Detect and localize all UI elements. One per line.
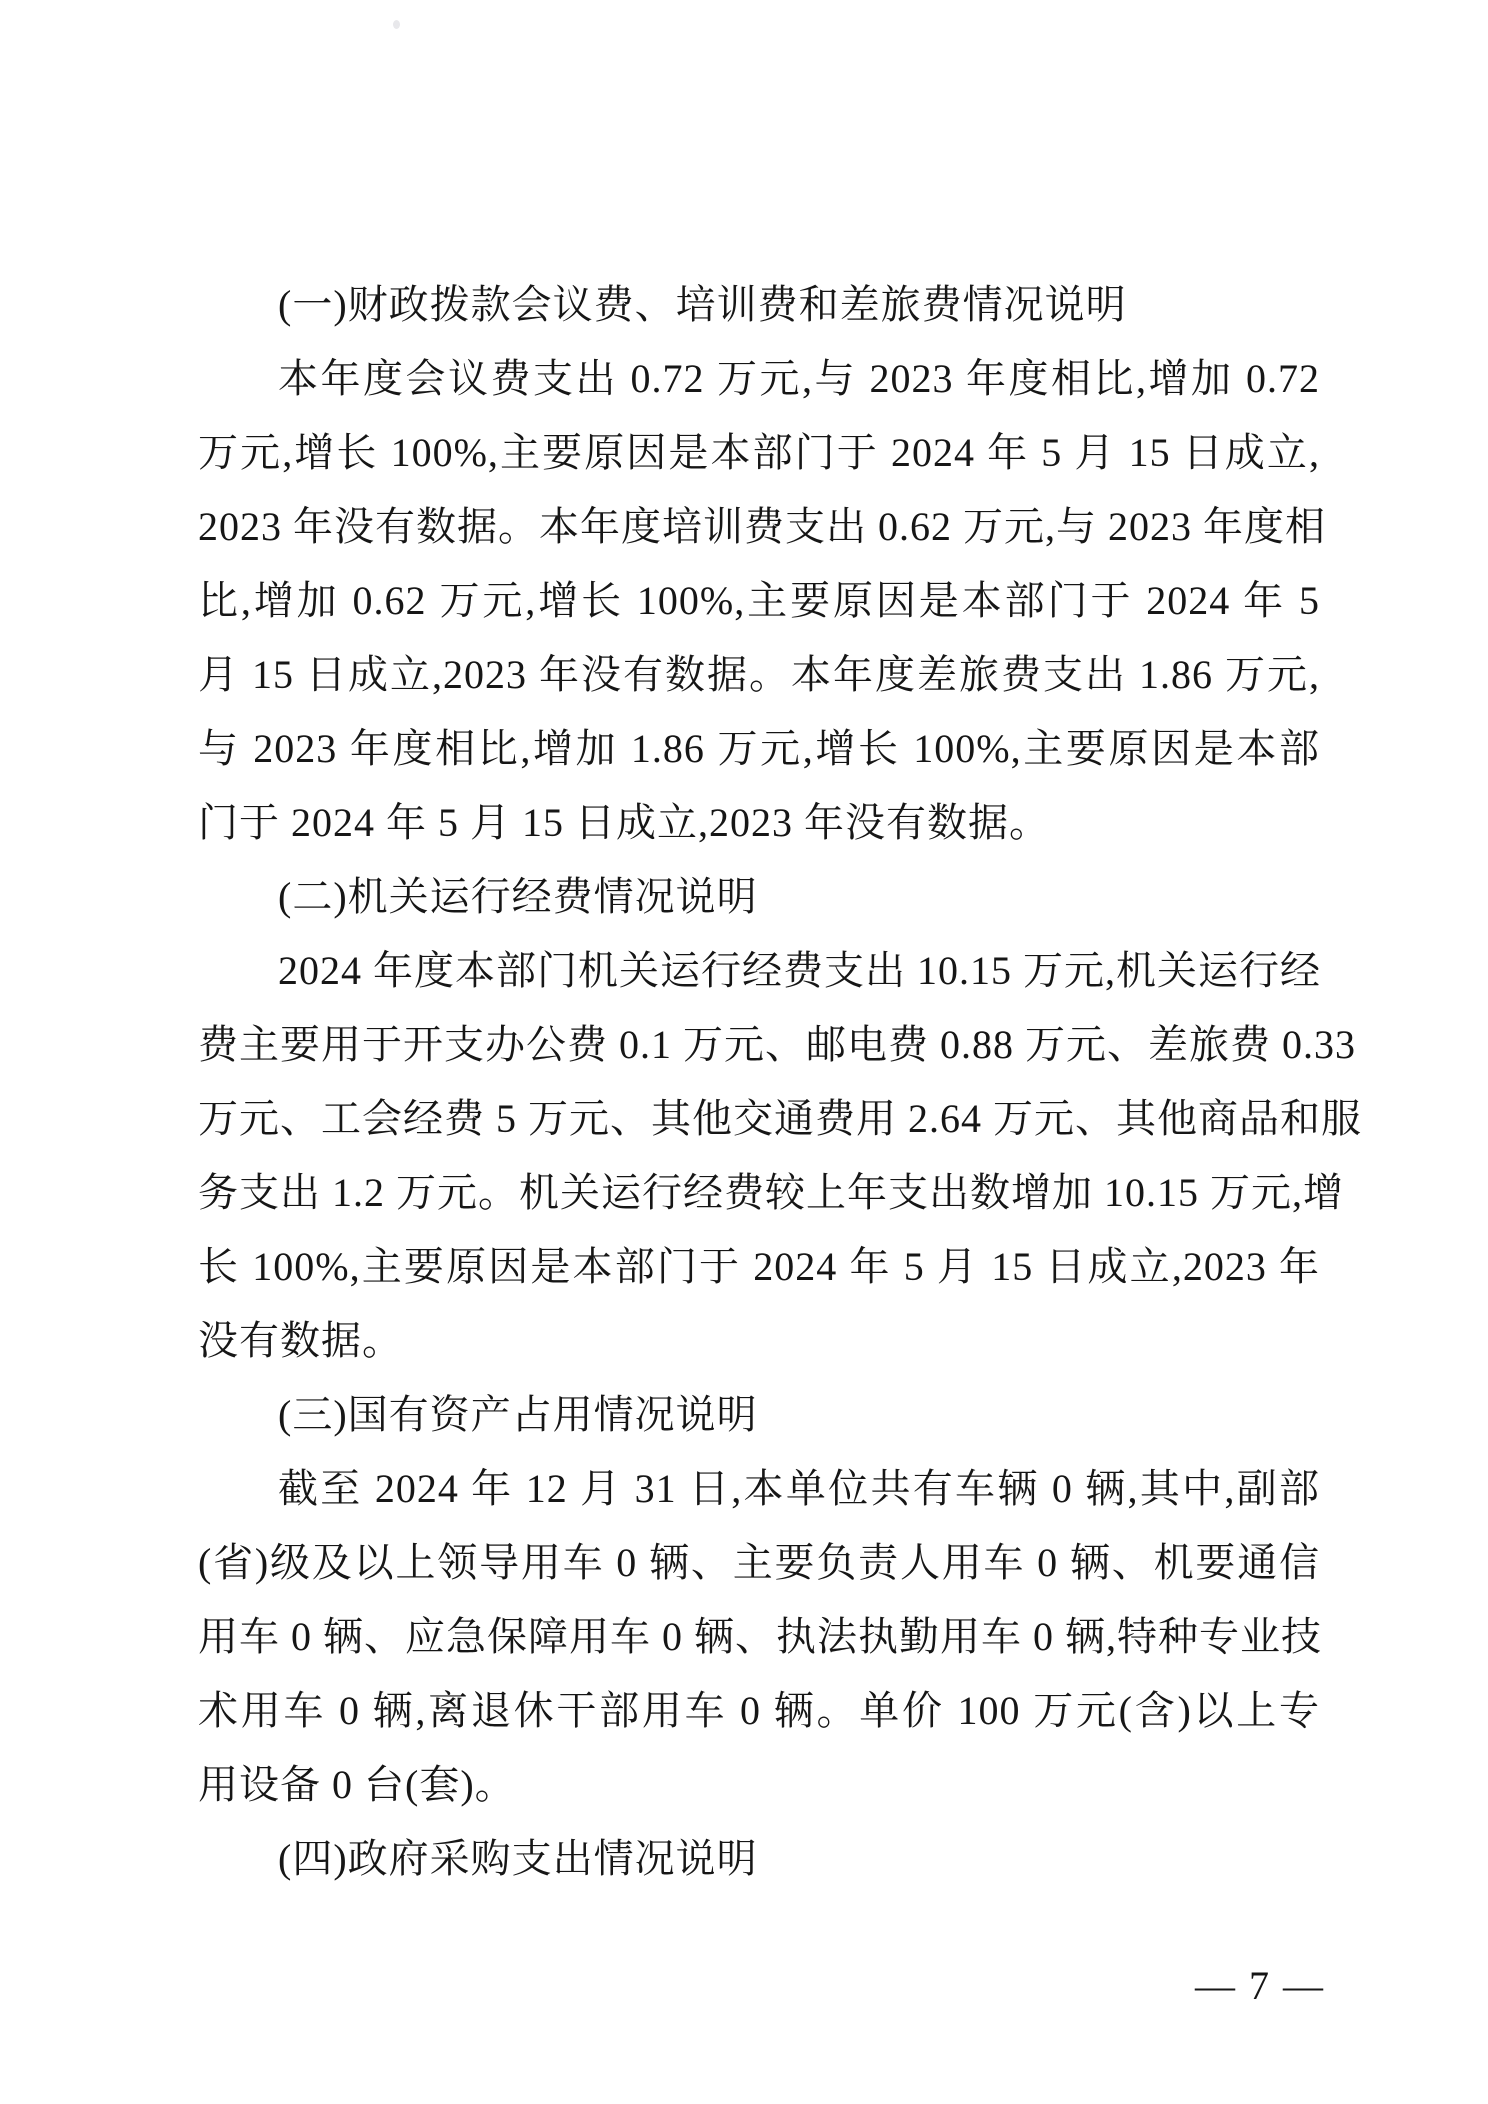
text-line: 长 100%,主要原因是本部门于 2024 年 5 月 15 日成立,2023 年 (198, 1244, 1320, 1289)
text-line: 用车 0 辆、应急保障用车 0 辆、执法执勤用车 0 辆,特种专业技 (198, 1614, 1322, 1659)
page-number: — 7 — (1195, 1963, 1325, 2008)
text-line: 没有数据。 (198, 1318, 403, 1363)
text-line: (省)级及以上领导用车 0 辆、主要负责人用车 0 辆、机要通信 (198, 1540, 1320, 1585)
text-line: 用设备 0 台(套)。 (198, 1762, 516, 1807)
text-line: 比,增加 0.62 万元,增长 100%,主要原因是本部门于 2024 年 5 (198, 578, 1320, 623)
text-line: 万元,增长 100%,主要原因是本部门于 2024 年 5 月 15 日成立, (198, 430, 1320, 475)
section-heading-2: (二)机关运行经费情况说明 (278, 874, 758, 919)
text-line: 月 15 日成立,2023 年没有数据。本年度差旅费支出 1.86 万元, (198, 652, 1320, 697)
text-line: 本年度会议费支出 0.72 万元,与 2023 年度相比,增加 0.72 (278, 356, 1320, 401)
text-line: 2023 年没有数据。本年度培训费支出 0.62 万元,与 2023 年度相 (198, 504, 1326, 549)
text-line: 术用车 0 辆,离退休干部用车 0 辆。单价 100 万元(含)以上专 (198, 1688, 1320, 1733)
section-heading-1: (一)财政拨款会议费、培训费和差旅费情况说明 (278, 282, 1127, 327)
section-heading-3: (三)国有资产占用情况说明 (278, 1392, 758, 1437)
text-line: 务支出 1.2 万元。机关运行经费较上年支出数增加 10.15 万元,增 (198, 1170, 1344, 1215)
text-line: 费主要用于开支办公费 0.1 万元、邮电费 0.88 万元、差旅费 0.33 (198, 1022, 1356, 1067)
text-line: 门于 2024 年 5 月 15 日成立,2023 年没有数据。 (198, 800, 1050, 845)
text-line: 截至 2024 年 12 月 31 日,本单位共有车辆 0 辆,其中,副部 (278, 1466, 1320, 1511)
section-heading-4: (四)政府采购支出情况说明 (278, 1836, 758, 1881)
text-line: 与 2023 年度相比,增加 1.86 万元,增长 100%,主要原因是本部 (198, 726, 1320, 771)
scan-speck (393, 20, 400, 29)
text-line: 万元、工会经费 5 万元、其他交通费用 2.64 万元、其他商品和服 (198, 1096, 1362, 1141)
text-line: 2024 年度本部门机关运行经费支出 10.15 万元,机关运行经 (278, 948, 1321, 993)
document-body (198, 268, 1362, 1896)
